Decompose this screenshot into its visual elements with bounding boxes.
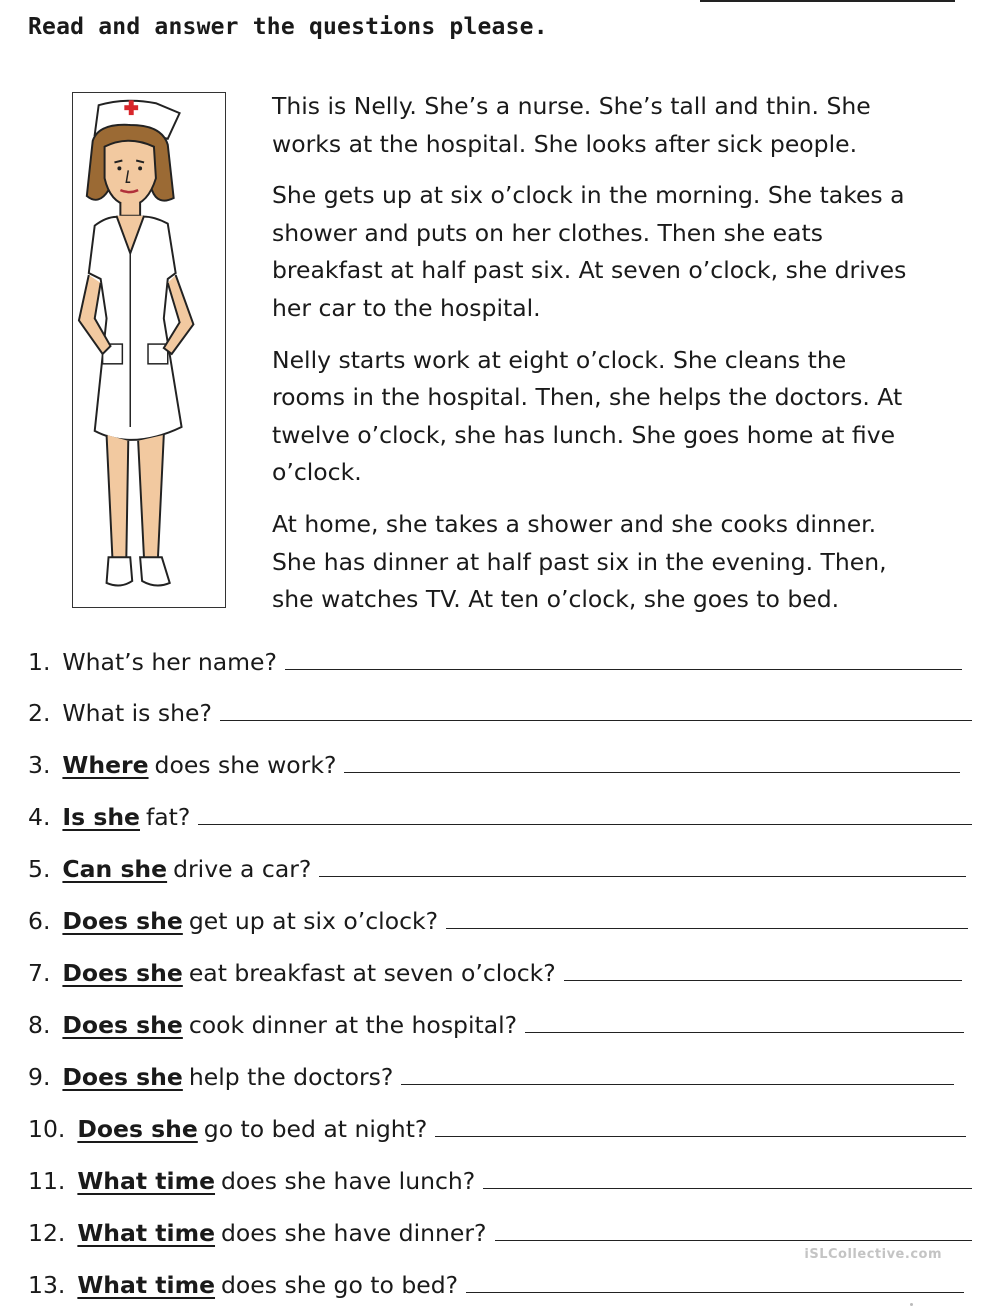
question-5 (28, 847, 966, 883)
question-text: cook dinner at the hospital? (188, 1011, 518, 1039)
question-keyword: Does she (62, 1063, 183, 1091)
question-text: get up at six o’clock? (188, 907, 439, 935)
question-keyword: Does she (62, 1011, 183, 1039)
question-6 (28, 899, 968, 935)
question-number: 1. (28, 648, 51, 676)
answer-line[interactable] (564, 976, 962, 981)
question-number: 6. (28, 907, 51, 935)
question-text: go to bed at night? (203, 1115, 428, 1143)
question-text: help the doctors? (188, 1063, 394, 1091)
question-keyword: Where (62, 751, 149, 779)
question-8 (28, 1003, 964, 1039)
answer-line[interactable] (466, 1288, 964, 1293)
question-7 (28, 951, 962, 987)
answer-line[interactable] (220, 716, 972, 721)
question-12 (28, 1211, 972, 1247)
question-text: What is she? (62, 699, 212, 727)
question-number: 9. (28, 1063, 51, 1091)
story-line: She has dinner at half past six in the evening. Then, (272, 547, 887, 576)
question-text: fat? (146, 803, 191, 831)
question-keyword: Is she (62, 803, 140, 831)
story-line: works at the hospital. She looks after sick people. (272, 129, 858, 158)
question-keyword: What time (77, 1219, 216, 1247)
story-line: o’clock. (272, 458, 362, 487)
question-number: 3. (28, 751, 51, 779)
answer-line[interactable] (401, 1080, 954, 1085)
question-number: 4. (28, 803, 51, 831)
story-line: twelve o’clock, she has lunch. She goes home at five (272, 420, 896, 449)
question-number: 13. (28, 1271, 66, 1299)
page-heading: Read and answer the questions please. (28, 14, 548, 40)
question-keyword: Does she (62, 959, 183, 987)
question-text: eat breakfast at seven o’clock? (188, 959, 556, 987)
answer-line[interactable] (495, 1236, 972, 1241)
answer-line[interactable] (319, 872, 966, 877)
story-line: breakfast at half past six. At seven o’clock, she drives (272, 256, 907, 285)
story-line: her car to the hospital. (272, 293, 541, 322)
answer-line[interactable] (483, 1184, 972, 1189)
question-text: does she have dinner? (221, 1219, 487, 1247)
question-number: 11. (28, 1167, 66, 1195)
story-line: rooms in the hospital. Then, she helps the doctors. At (272, 383, 903, 412)
question-number: 10. (28, 1115, 66, 1143)
answer-line[interactable] (285, 665, 962, 670)
question-keyword: Can she (62, 855, 168, 883)
story-line: This is Nelly. She’s a nurse. She’s tall and thin. She (272, 92, 871, 120)
question-4 (28, 795, 972, 831)
question-number: 8. (28, 1011, 51, 1039)
story-line: She gets up at six o’clock in the morning. She takes a (272, 181, 905, 210)
answer-line[interactable] (525, 1028, 964, 1033)
question-number: 7. (28, 959, 51, 987)
story-line: she watches TV. At ten o’clock, she goes to bed. (272, 585, 840, 614)
question-2 (28, 691, 972, 727)
answer-line[interactable] (435, 1132, 966, 1137)
question-keyword: What time (77, 1167, 216, 1195)
story-line: shower and puts on her clothes. Then she eats (272, 218, 823, 247)
question-text: does she go to bed? (221, 1271, 459, 1299)
question-keyword: What time (77, 1271, 216, 1299)
question-keyword: Does she (62, 907, 183, 935)
question-1 (28, 640, 962, 676)
question-10 (28, 1107, 966, 1143)
answer-line[interactable] (198, 820, 972, 825)
answer-line[interactable] (344, 768, 960, 773)
question-text: drive a car? (173, 855, 312, 883)
speck-mark (910, 1303, 913, 1306)
question-text: What’s her name? (62, 648, 277, 676)
story-line: Nelly starts work at eight o’clock. She cleans the (272, 345, 847, 374)
question-13 (28, 1263, 964, 1299)
question-number: 12. (28, 1219, 66, 1247)
question-text: does she have lunch? (221, 1167, 476, 1195)
watermark: iSLCollective.com (804, 1247, 942, 1262)
question-number: 2. (28, 699, 51, 727)
story-line: At home, she takes a shower and she cooks dinner. (272, 509, 877, 538)
question-3 (28, 743, 960, 779)
question-9 (28, 1055, 954, 1091)
question-keyword: Does she (77, 1115, 198, 1143)
question-text: does she work? (154, 751, 337, 779)
answer-line[interactable] (446, 924, 968, 929)
question-number: 5. (28, 855, 51, 883)
question-11 (28, 1159, 972, 1195)
